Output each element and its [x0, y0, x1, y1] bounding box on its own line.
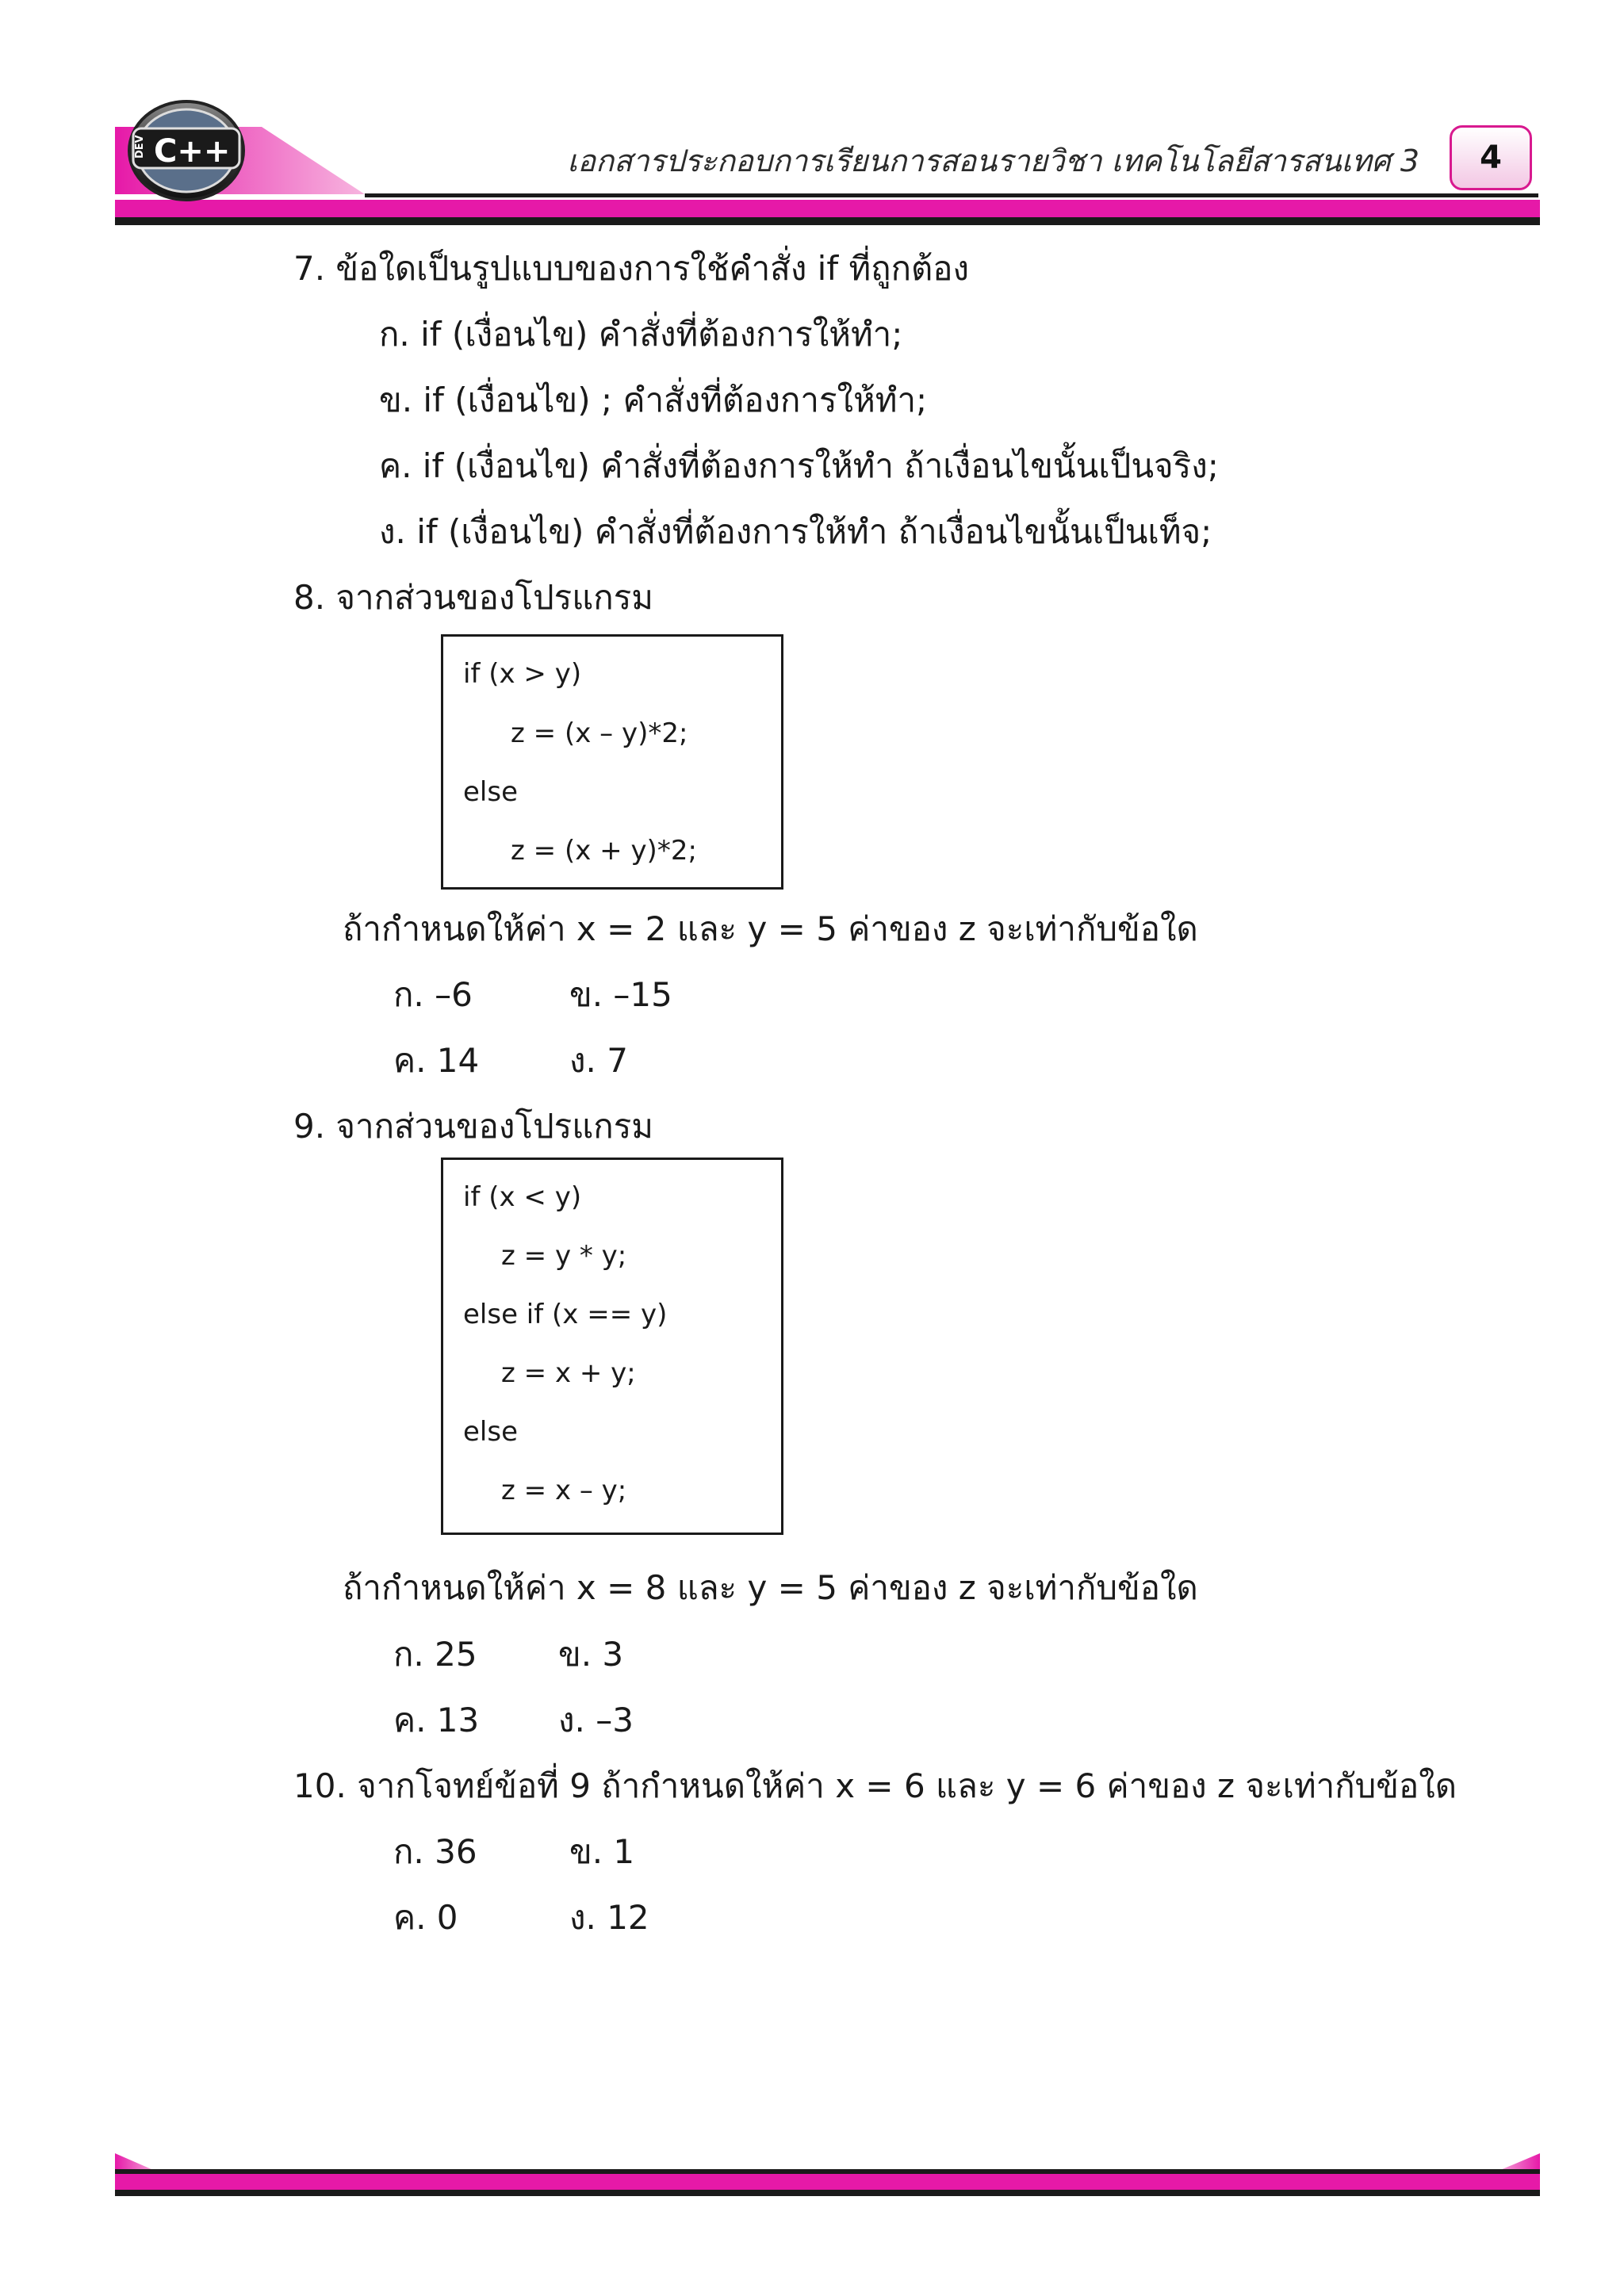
- q9-code-line: z = x – y;: [501, 1475, 627, 1506]
- q10-option-d: ง. 12: [569, 1898, 649, 1937]
- q7-option-d: ง. if (เงื่อนไข) คำสั่งที่ต้องการให้ทำ ถ้าเงื่อนไขนั้นเป็นเท็จ;: [379, 512, 1212, 551]
- q9-option-b: ข. 3: [558, 1635, 624, 1674]
- q8-stem: ถ้ากำหนดให้ค่า x = 2 และ y = 5 ค่าของ z จะเท่ากับข้อใด: [343, 909, 1198, 948]
- q9-code-line: else if (x == y): [463, 1299, 668, 1330]
- q10-option-a: ก. 36: [393, 1832, 477, 1871]
- q7-option-c: ค. if (เงื่อนไข) คำสั่งที่ต้องการให้ทำ ถ้าเงื่อนไขนั้นเป็นจริง;: [379, 446, 1219, 485]
- document-title: เอกสารประกอบการเรียนการสอนรายวิชา เทคโนโลยีสารสนเทศ 3: [567, 144, 1419, 178]
- q10-option-b: ข. 1: [569, 1832, 635, 1871]
- q7-option-b: ข. if (เงื่อนไข) ; คำสั่งที่ต้องการให้ทำ;: [379, 381, 928, 419]
- q9-code-line: z = y * y;: [501, 1240, 627, 1272]
- q9-code-line: if (x < y): [463, 1181, 582, 1213]
- q7-option-a: ก. if (เงื่อนไข) คำสั่งที่ต้องการให้ทำ;: [379, 315, 903, 354]
- q9-option-d: ง. –3: [558, 1701, 634, 1739]
- question-8: 8. จากส่วนของโปรแกรม: [293, 578, 653, 617]
- q9-option-c: ค. 13: [393, 1701, 480, 1739]
- q8-code-line: if (x > y): [463, 658, 582, 690]
- q9-code-line: z = x + y;: [501, 1357, 636, 1389]
- page-number: 4: [1450, 125, 1532, 190]
- question-10: 10. จากโจทย์ข้อที่ 9 ถ้ากำหนดให้ค่า x = 6 และ y = 6 ค่าของ z จะเท่ากับข้อใด: [293, 1766, 1457, 1805]
- footer-decoration: [0, 2133, 1624, 2204]
- q8-option-d: ง. 7: [569, 1041, 628, 1080]
- q8-code-line: else: [463, 776, 518, 808]
- question-9: 9. จากส่วนของโปรแกรม: [293, 1107, 653, 1146]
- q8-code-line: z = (x – y)*2;: [511, 718, 688, 749]
- q8-option-c: ค. 14: [393, 1041, 480, 1080]
- dev-cpp-logo: [119, 95, 254, 206]
- q8-code-line: z = (x + y)*2;: [511, 835, 697, 867]
- q9-code-line: else: [463, 1416, 518, 1448]
- q9-stem: ถ้ากำหนดให้ค่า x = 8 และ y = 5 ค่าของ z จะเท่ากับข้อใด: [343, 1568, 1198, 1607]
- logo-sub-text: DEV: [134, 135, 146, 159]
- q10-option-c: ค. 0: [393, 1898, 458, 1937]
- q9-option-a: ก. 25: [393, 1635, 477, 1674]
- q8-option-a: ก. –6: [393, 975, 473, 1014]
- logo-text: C++: [154, 133, 231, 170]
- question-7: 7. ข้อใดเป็นรูปแบบของการใช้คำสั่ง if ที่ถูกต้อง: [293, 249, 970, 288]
- q8-option-b: ข. –15: [569, 975, 672, 1014]
